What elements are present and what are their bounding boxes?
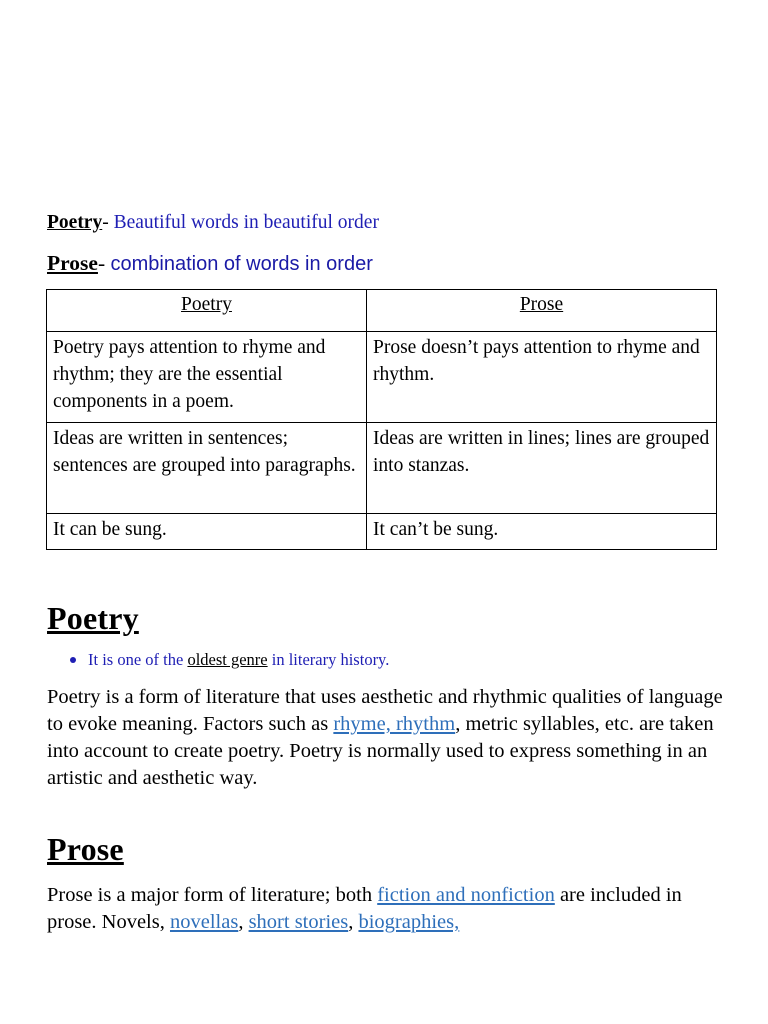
prose-paragraph xyxy=(47,882,727,936)
comparison-table xyxy=(46,289,717,550)
table-header-poetry: Poetry xyxy=(47,290,367,332)
paragraph-text: , xyxy=(348,911,359,933)
bullet-underlined-text: oldest genre xyxy=(187,650,268,669)
prose-definition xyxy=(47,251,373,276)
table-row xyxy=(47,514,717,550)
prose-term: Prose xyxy=(47,251,98,275)
poetry-bullet-item xyxy=(70,650,389,670)
table-cell: Ideas are written in sentences; sentences are grouped into paragraphs. xyxy=(47,423,367,514)
paragraph-text: , metric syllables, etc. are taken into account to create poetry. Poetry is normally used to express something in an artistic and aesthetic way. xyxy=(47,713,714,789)
bullet-dot-icon xyxy=(70,657,76,663)
table-cell: Poetry pays attention to rhyme and rhythm; they are the essential components in a poem. xyxy=(47,332,367,423)
prose-heading: Prose xyxy=(47,831,124,867)
link-rhyme-rhythm[interactable]: rhyme, rhythm xyxy=(333,713,456,735)
poetry-separator: - xyxy=(102,212,114,233)
table-cell: Ideas are written in lines; lines are grouped into stanzas. xyxy=(367,423,717,514)
table-row xyxy=(47,332,717,423)
poetry-definition-text: Beautiful words in beautiful order xyxy=(113,212,379,233)
paragraph-text: , xyxy=(238,911,249,933)
table-header-prose: Prose xyxy=(367,290,717,332)
prose-separator: - xyxy=(97,251,111,275)
poetry-term: Poetry xyxy=(47,212,103,233)
table-cell: It can be sung. xyxy=(47,514,367,550)
bullet-text-before: It is one of the xyxy=(88,650,188,669)
table-cell: Prose doesn’t pays attention to rhyme and rhythm. xyxy=(367,332,717,423)
table-header-row xyxy=(47,290,717,332)
paragraph-text: Poetry is a form of literature that uses aesthetic and rhythmic qualities of language to evoke meaning. Factors such as xyxy=(47,686,723,735)
table-cell: It can’t be sung. xyxy=(367,514,717,550)
poetry-definition xyxy=(47,212,379,234)
link-fiction-nonfiction[interactable]: fiction and nonfiction xyxy=(377,884,555,906)
link-biographies[interactable]: biographies, xyxy=(358,911,460,933)
poetry-paragraph xyxy=(47,684,727,792)
link-novellas[interactable]: novellas xyxy=(169,911,239,933)
link-short-stories[interactable]: short stories xyxy=(248,911,349,933)
table-row xyxy=(47,423,717,514)
paragraph-text: Prose is a major form of literature; both xyxy=(47,884,378,906)
bullet-text-after: in literary history. xyxy=(267,650,390,669)
paragraph-text: are included in prose. Novels, xyxy=(47,884,682,933)
poetry-heading: Poetry xyxy=(47,600,139,636)
prose-definition-text: combination of words in order xyxy=(110,253,373,275)
